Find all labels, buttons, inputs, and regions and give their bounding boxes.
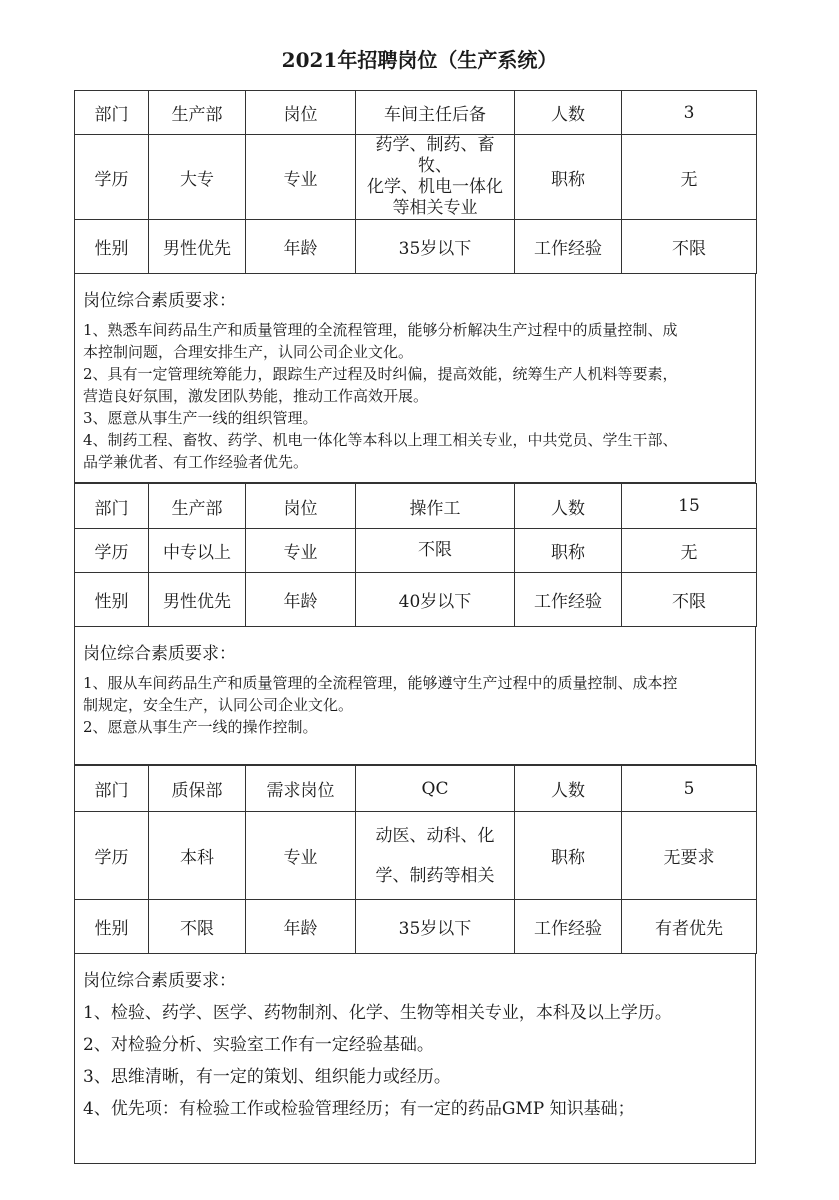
dept-value: 生产部 (149, 484, 246, 529)
edu-label: 学历 (75, 135, 149, 220)
post-label: 岗位 (246, 91, 356, 135)
post-value: 车间主任后备 (356, 91, 515, 135)
recruitment-sheet (74, 90, 756, 1164)
age-label: 年龄 (246, 220, 356, 274)
dept-label: 部门 (75, 766, 149, 812)
requirements-block-2 (74, 627, 756, 765)
requirement-line: 品学兼优者、有工作经验者优先。 (83, 453, 309, 471)
major-value: 不限 (356, 529, 515, 573)
exp-label: 工作经验 (515, 900, 622, 954)
major-line: 等相关专业 (392, 198, 478, 218)
post-value: QC (356, 766, 515, 812)
post-needed-label: 需求岗位 (246, 766, 356, 812)
rank-value: 无 (622, 135, 757, 220)
rank-value: 无要求 (622, 812, 757, 900)
age-label: 年龄 (246, 573, 356, 627)
gender-value: 男性优先 (149, 573, 246, 627)
count-label: 人数 (515, 766, 622, 812)
table-row (75, 135, 757, 220)
table-row (75, 484, 757, 529)
dept-value: 生产部 (149, 91, 246, 135)
requirements-heading: 岗位综合素质要求： (83, 971, 236, 991)
job-table-3 (74, 765, 757, 954)
major-line: 学、制药等相关 (375, 865, 495, 886)
requirement-line: 4、制药工程、畜牧、药学、机电一体化等本科以上理工相关专业，中共党员、学生干部、 (83, 431, 678, 449)
edu-value: 中专以上 (149, 529, 246, 573)
dept-label: 部门 (75, 484, 149, 529)
table-row (75, 91, 757, 135)
count-value: 3 (622, 91, 757, 135)
table-row (75, 900, 757, 954)
table-row (75, 529, 757, 573)
requirement-line: 2、具有一定管理统筹能力，跟踪生产过程及时纠偏，提高效能，统筹生产人机料等要素， (83, 365, 678, 383)
major-line: 化学、机电一体化 (367, 177, 503, 197)
rank-label: 职称 (515, 135, 622, 220)
gender-label: 性别 (75, 900, 149, 954)
requirement-line: 2、对检验分析、实验室工作有一定经验基础。 (83, 1035, 434, 1055)
job-table-1 (74, 90, 757, 274)
count-label: 人数 (515, 91, 622, 135)
table-row (75, 812, 757, 900)
requirements-heading: 岗位综合素质要求： (83, 291, 236, 311)
major-label: 专业 (246, 529, 356, 573)
count-label: 人数 (515, 484, 622, 529)
major-value (356, 135, 515, 220)
gender-label: 性别 (75, 573, 149, 627)
requirements-heading: 岗位综合素质要求： (83, 644, 236, 664)
count-value: 5 (622, 766, 757, 812)
dept-value: 质保部 (149, 766, 246, 812)
edu-label: 学历 (75, 812, 149, 900)
major-label: 专业 (246, 812, 356, 900)
requirement-line: 1、熟悉车间药品生产和质量管理的全流程管理，能够分析解决生产过程中的质量控制、成 (83, 321, 678, 339)
count-value: 15 (622, 484, 757, 529)
page-title: 2021年招聘岗位（生产系统） (281, 48, 558, 72)
exp-value: 有者优先 (622, 900, 757, 954)
major-line: 动医、动科、化 (375, 825, 495, 846)
requirement-line: 3、思维清晰，有一定的策划、组织能力或经历。 (83, 1067, 451, 1087)
rank-value: 无 (622, 529, 757, 573)
age-value: 35岁以下 (356, 220, 515, 274)
edu-label: 学历 (75, 529, 149, 573)
requirement-line: 2、愿意从事生产一线的操作控制。 (83, 718, 318, 736)
exp-label: 工作经验 (515, 573, 622, 627)
job-table-2 (74, 483, 757, 627)
requirement-line: 本控制问题，合理安排生产，认同公司企业文化。 (83, 343, 414, 361)
major-label: 专业 (246, 135, 356, 220)
major-value (356, 812, 515, 900)
table-row (75, 220, 757, 274)
age-value: 40岁以下 (356, 573, 515, 627)
dept-label: 部门 (75, 91, 149, 135)
requirement-line: 制规定，安全生产，认同公司企业文化。 (83, 696, 354, 714)
post-value: 操作工 (356, 484, 515, 529)
age-label: 年龄 (246, 900, 356, 954)
exp-value: 不限 (622, 220, 757, 274)
post-label: 岗位 (246, 484, 356, 529)
edu-value: 本科 (149, 812, 246, 900)
requirement-line: 1、检验、药学、医学、药物制剂、化学、生物等相关专业，本科及以上学历。 (83, 1003, 672, 1023)
major-line: 药学、制药、畜牧、 (375, 135, 495, 176)
edu-value: 大专 (149, 135, 246, 220)
gender-value: 男性优先 (149, 220, 246, 274)
requirement-line: 1、服从车间药品生产和质量管理的全流程管理，能够遵守生产过程中的质量控制、成本控 (83, 674, 678, 692)
rank-label: 职称 (515, 812, 622, 900)
requirement-line: 营造良好氛围，激发团队势能，推动工作高效开展。 (83, 387, 429, 405)
exp-label: 工作经验 (515, 220, 622, 274)
exp-value: 不限 (622, 573, 757, 627)
rank-label: 职称 (515, 529, 622, 573)
table-row (75, 573, 757, 627)
requirement-line: 4、优先项：有检验工作或检验管理经历；有一定的药品GMP 知识基础； (83, 1099, 635, 1119)
age-value: 35岁以下 (356, 900, 515, 954)
requirement-line: 3、愿意从事生产一线的组织管理。 (83, 409, 318, 427)
table-row (75, 766, 757, 812)
gender-value: 不限 (149, 900, 246, 954)
gender-label: 性别 (75, 220, 149, 274)
requirements-block-3 (74, 954, 756, 1164)
requirements-block-1 (74, 274, 756, 483)
